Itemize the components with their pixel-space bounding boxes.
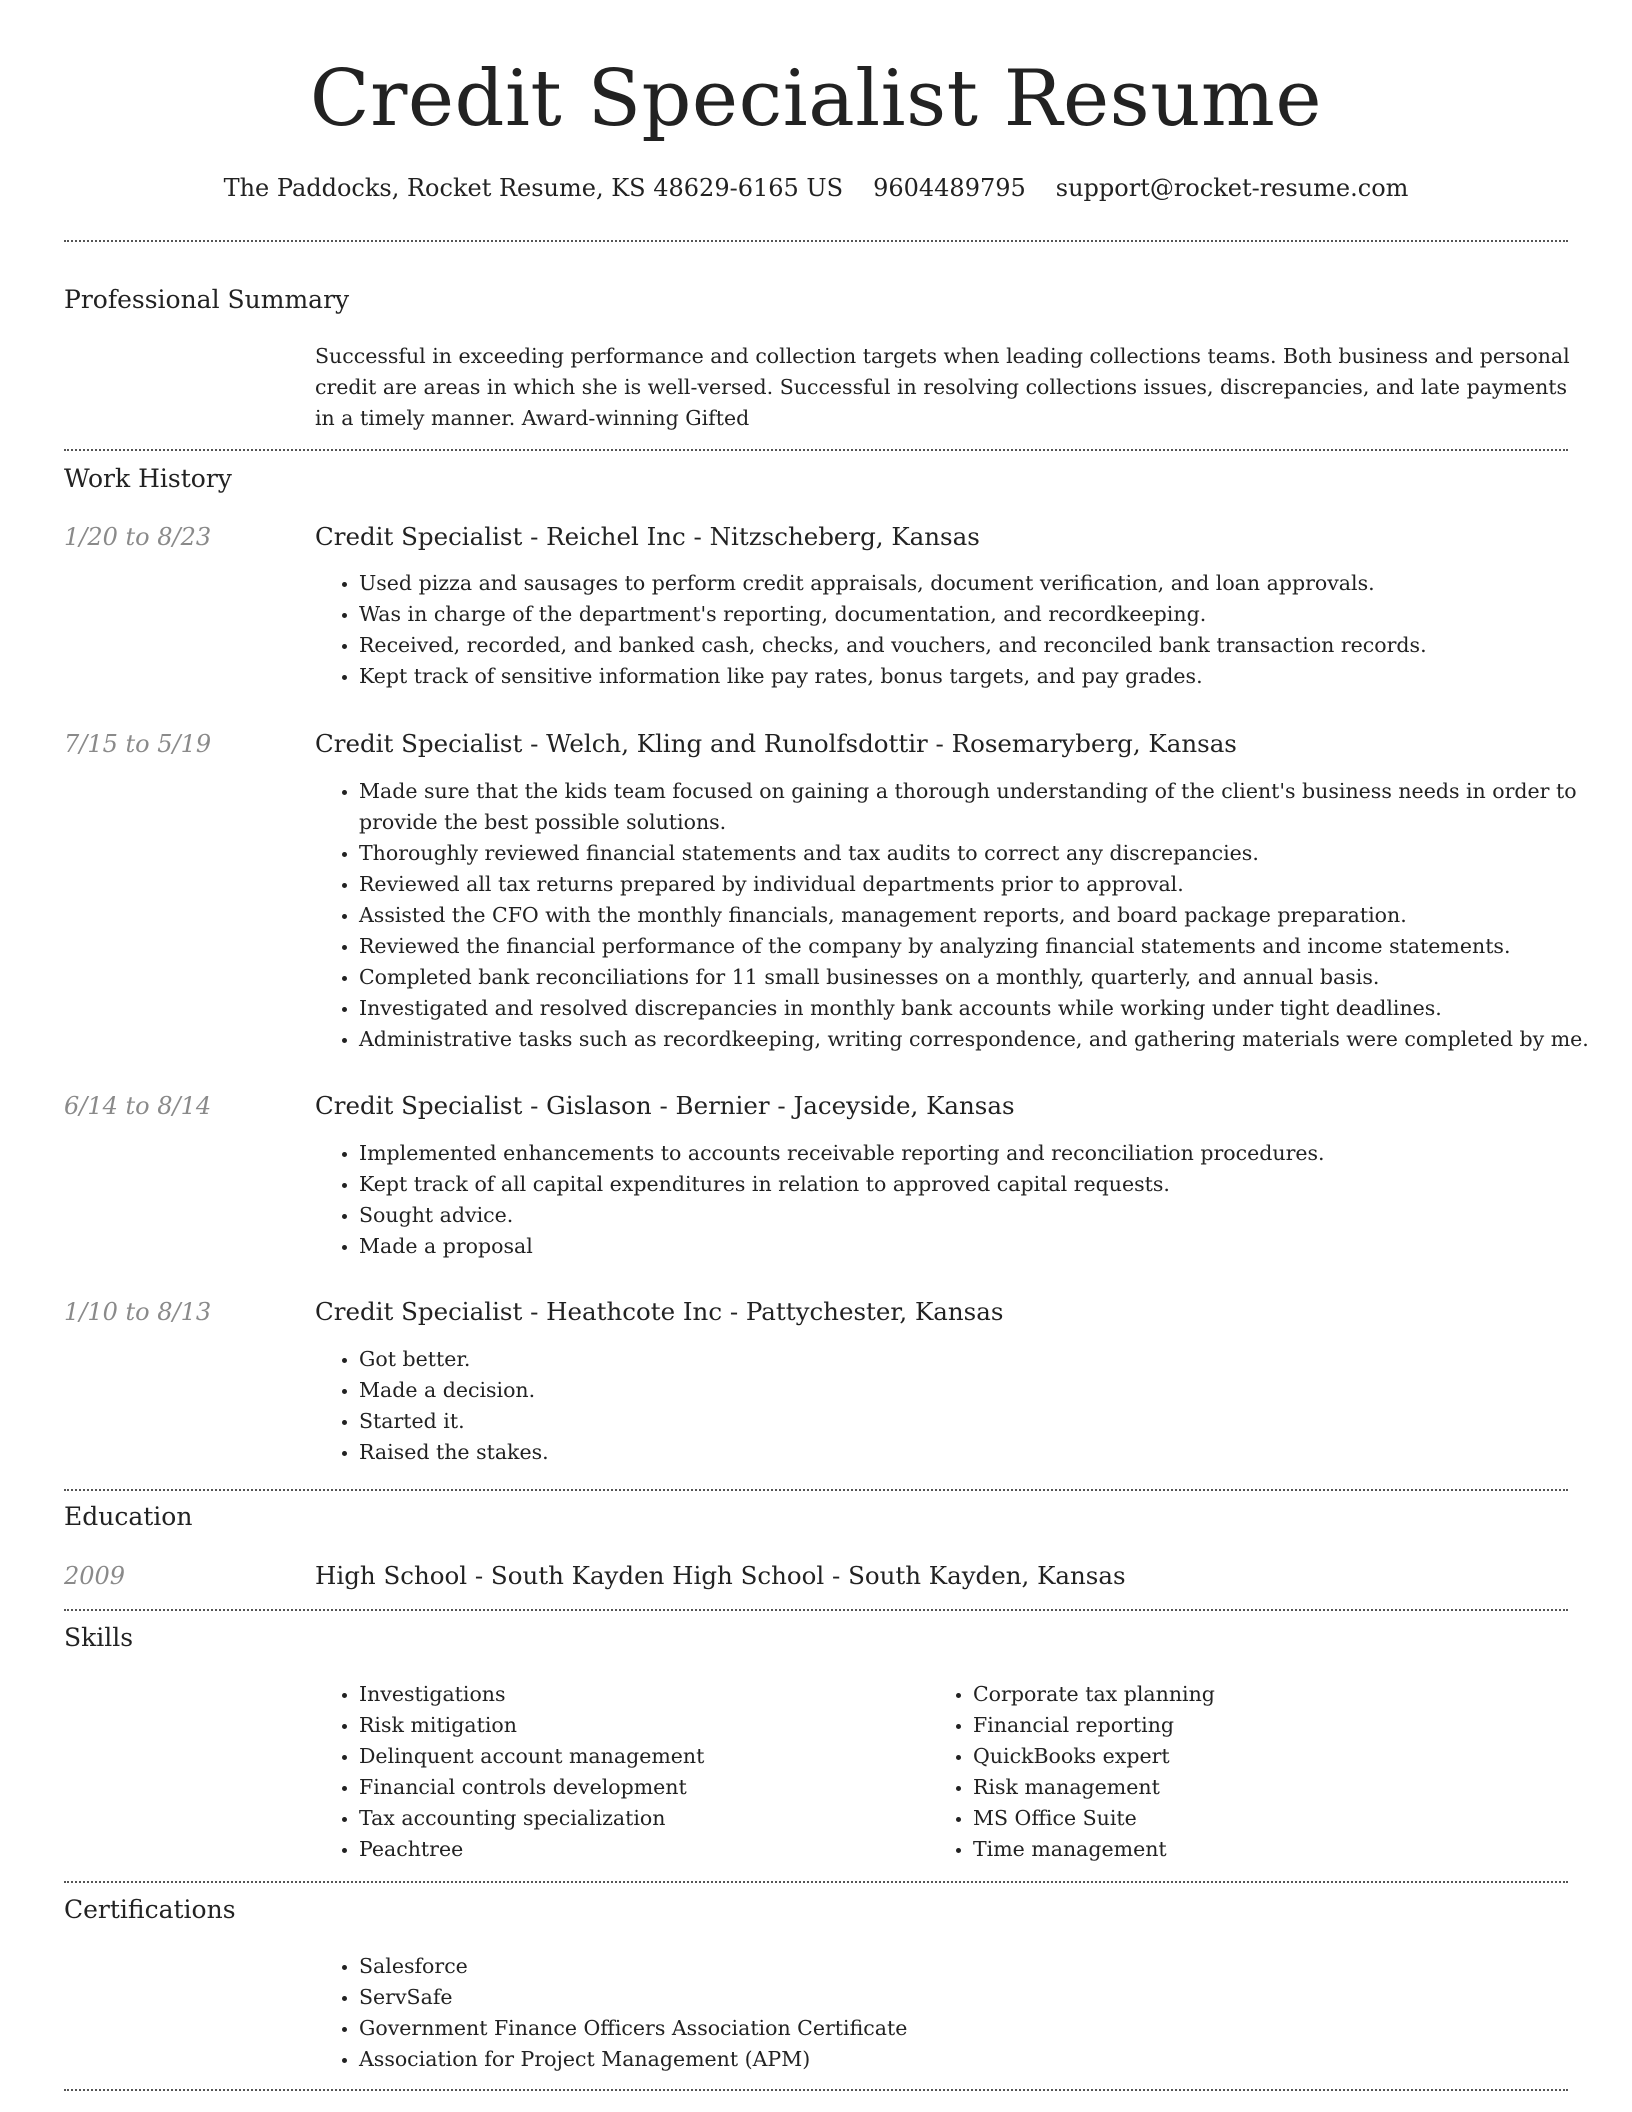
job-dates: 1/20 to 8/23 — [64, 523, 212, 551]
list-item: • Thoroughly reviewed financial statements and tax audits to correct any discrepancies. — [359, 838, 1614, 869]
contact-email: support@rocket-resume.com — [1055, 174, 1409, 202]
list-item: • Reviewed all tax returns prepared by individual departments prior to approval. — [359, 869, 1614, 900]
list-item: • Reviewed the financial performance of the company by analyzing financial statements and income statements. — [359, 931, 1614, 962]
section-divider — [64, 2089, 1568, 2091]
list-item: • Got better. — [359, 1344, 1614, 1375]
list-item: • Kept track of all capital expenditures in relation to approved capital requests. — [359, 1169, 1614, 1200]
list-item: • Administrative tasks such as recordkeeping, writing correspondence, and gathering materials were completed by me. — [359, 1024, 1614, 1055]
list-item: • Financial controls development — [359, 1772, 959, 1803]
section-divider — [64, 1609, 1568, 1611]
list-item: • Made sure that the kids team focused on gaining a thorough understanding of the client's business needs in order to provide the best possible solutions. — [359, 776, 1614, 838]
certifications-heading: Certifications — [64, 1895, 236, 1924]
list-item: • Delinquent account management — [359, 1741, 959, 1772]
job-bullets — [315, 776, 1614, 1055]
contact-phone: 9604489795 — [873, 174, 1026, 202]
list-item: • Investigated and resolved discrepancies in monthly bank accounts while working under tight deadlines. — [359, 993, 1614, 1024]
list-item: • Started it. — [359, 1406, 1614, 1437]
list-item: • Investigations — [359, 1679, 959, 1710]
section-divider — [64, 1881, 1568, 1883]
job-bullets — [315, 568, 1614, 692]
list-item: • Tax accounting specialization — [359, 1803, 959, 1834]
education-title: High School - South Kayden High School - South Kayden, Kansas — [315, 1561, 1126, 1590]
list-item: • Received, recorded, and banked cash, checks, and vouchers, and reconciled bank transaction records. — [359, 630, 1614, 661]
section-divider — [64, 449, 1568, 451]
list-item: • Was in charge of the department's reporting, documentation, and recordkeeping. — [359, 599, 1614, 630]
list-item: • Risk mitigation — [359, 1710, 959, 1741]
job-dates: 7/15 to 5/19 — [64, 730, 212, 758]
work-history-heading: Work History — [64, 464, 232, 493]
contact-address: The Paddocks, Rocket Resume, KS 48629-6165 US — [223, 174, 844, 202]
certifications-list — [315, 1951, 1614, 2075]
job-bullets — [315, 1138, 1614, 1262]
job-title: Credit Specialist - Heathcote Inc - Pattychester, Kansas — [315, 1297, 1004, 1326]
list-item: • Peachtree — [359, 1834, 959, 1865]
list-item: • Time management — [973, 1834, 1573, 1865]
list-item: • Raised the stakes. — [359, 1437, 1614, 1468]
contact-line — [0, 170, 1632, 206]
list-item: • Corporate tax planning — [973, 1679, 1573, 1710]
list-item: • QuickBooks expert — [973, 1741, 1573, 1772]
list-item: • Used pizza and sausages to perform credit appraisals, document verification, and loan approvals. — [359, 568, 1614, 599]
skills-list-left — [315, 1679, 959, 1865]
summary-text: Successful in exceeding performance and collection targets when leading collections teams. Both business and personal credit are areas in which she is well-versed. Successful in resolving collections issues, discrepancies, and late payments in a timely manner. Award-winning Gifted — [315, 344, 1570, 430]
list-item: • Implemented enhancements to accounts receivable reporting and reconciliation procedures. — [359, 1138, 1614, 1169]
job-bullets — [315, 1344, 1614, 1468]
list-item: • Financial reporting — [973, 1710, 1573, 1741]
skills-list-right — [929, 1679, 1573, 1865]
list-item: • Risk management — [973, 1772, 1573, 1803]
section-divider — [64, 1489, 1568, 1491]
education-heading: Education — [64, 1502, 193, 1531]
job-dates: 1/10 to 8/13 — [64, 1298, 212, 1326]
list-item: • Made a proposal — [359, 1231, 1614, 1262]
resume-title: Credit Specialist Resume — [309, 54, 1323, 144]
list-item: • Salesforce — [359, 1951, 1614, 1982]
list-item: • Assisted the CFO with the monthly financials, management reports, and board package preparation. — [359, 900, 1614, 931]
list-item: • MS Office Suite — [973, 1803, 1573, 1834]
list-item: • ServSafe — [359, 1982, 1614, 2013]
job-dates: 6/14 to 8/14 — [64, 1092, 212, 1120]
list-item: • Government Finance Officers Association Certificate — [359, 2013, 1614, 2044]
list-item: • Sought advice. — [359, 1200, 1614, 1231]
summary-heading: Professional Summary — [64, 285, 350, 314]
section-divider — [64, 240, 1568, 242]
job-title: Credit Specialist - Gislason - Bernier - Jaceyside, Kansas — [315, 1091, 1015, 1120]
skills-heading: Skills — [64, 1623, 134, 1652]
list-item: • Kept track of sensitive information like pay rates, bonus targets, and pay grades. — [359, 661, 1614, 692]
list-item: • Completed bank reconciliations for 11 small businesses on a monthly, quarterly, and annual basis. — [359, 962, 1614, 993]
list-item: • Association for Project Management (APM) — [359, 2044, 1614, 2075]
education-dates: 2009 — [64, 1562, 126, 1590]
job-title: Credit Specialist - Reichel Inc - Nitzscheberg, Kansas — [315, 522, 980, 551]
list-item: • Made a decision. — [359, 1375, 1614, 1406]
job-title: Credit Specialist - Welch, Kling and Runolfsdottir - Rosemaryberg, Kansas — [315, 729, 1237, 758]
